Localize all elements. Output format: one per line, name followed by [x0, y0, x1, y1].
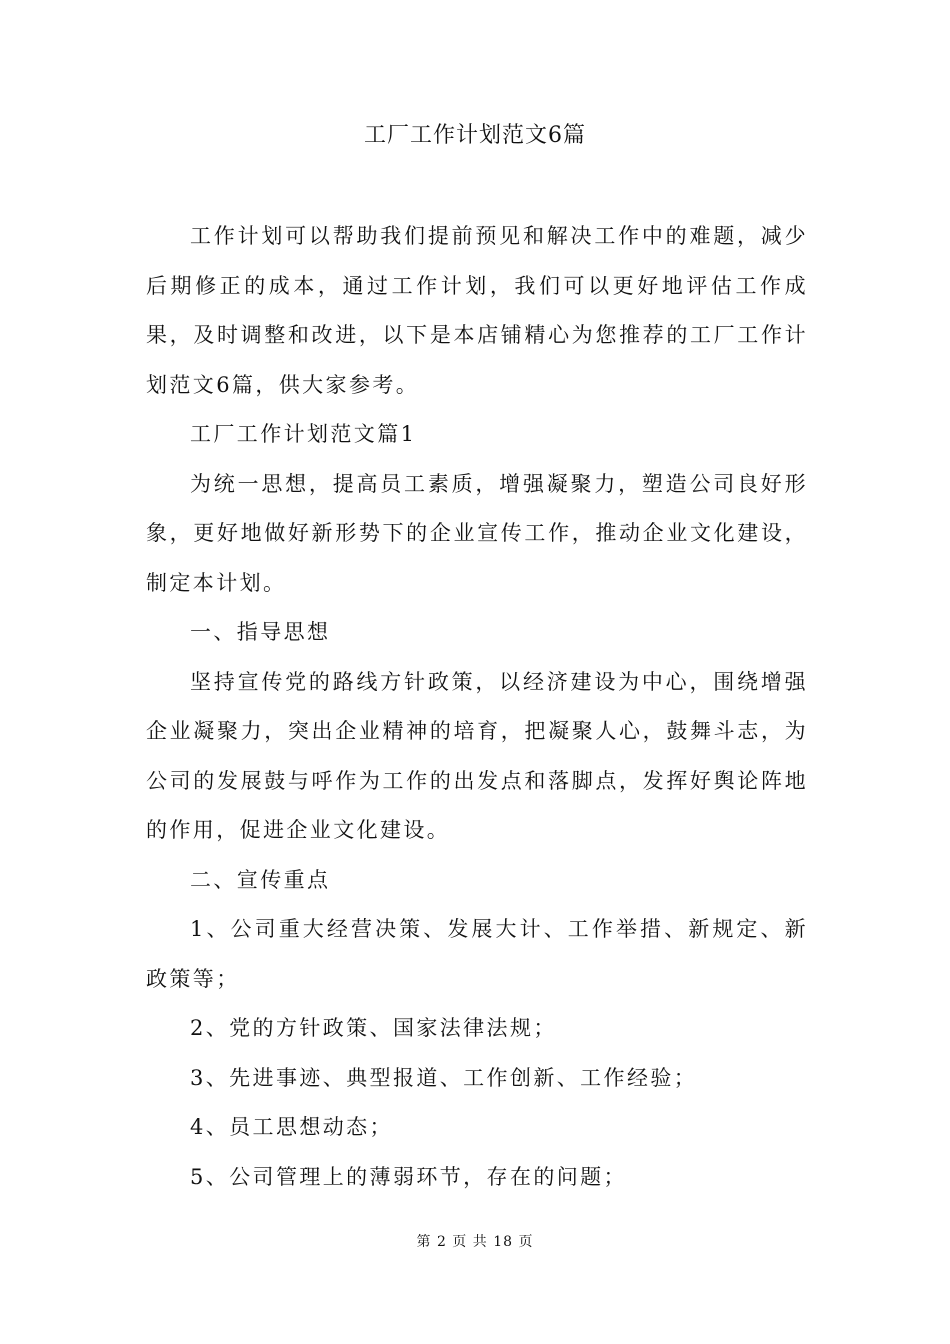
- list-item: 5、公司管理上的薄弱环节，存在的问题；: [190, 1164, 627, 1189]
- intro-paragraph: 工作计划可以帮助我们提前预见和解决工作中的难题，减少后期修正的成本，通过工作计划，我们可以更好地评估工作成果，及时调整和改进，以下是本店铺精心为您推荐的工厂工作计划范文6篇，供大家参考。: [146, 224, 808, 397]
- guiding-ideology-paragraph: 坚持宣传党的路线方针政策，以经济建设为中心，围绕增强企业凝聚力，突出企业精神的培育，把凝聚人心，鼓舞斗志，为公司的发展鼓与呼作为工作的出发点和落脚点，发挥好舆论阵地的作用，促进企业文化建设。: [146, 669, 808, 842]
- list-item: 4、员工思想动态；: [190, 1115, 393, 1139]
- section-heading-article-1: 工厂工作计划范文篇1: [190, 422, 417, 446]
- heading-publicity-focus: 二、宣传重点: [190, 867, 331, 892]
- list-item: 1、公司重大经营决策、发展大计、工作举措、新规定、新政策等；: [146, 917, 808, 991]
- heading-guiding-ideology: 一、指导思想: [190, 620, 331, 644]
- document-title: 工厂工作计划范文6篇: [364, 123, 586, 148]
- page-number-footer: 第 2 页 共 18 页: [416, 1234, 534, 1250]
- list-item: 3、先进事迹、典型报道、工作创新、工作经验；: [190, 1065, 698, 1090]
- list-item: 2、党的方针政策、国家法律法规；: [190, 1016, 557, 1040]
- purpose-paragraph: 为统一思想，提高员工素质，增强凝聚力，塑造公司良好形象，更好地做好新形势下的企业宣传工作，推动企业文化建设，制定本计划。: [146, 471, 808, 595]
- document-body: [146, 212, 808, 1202]
